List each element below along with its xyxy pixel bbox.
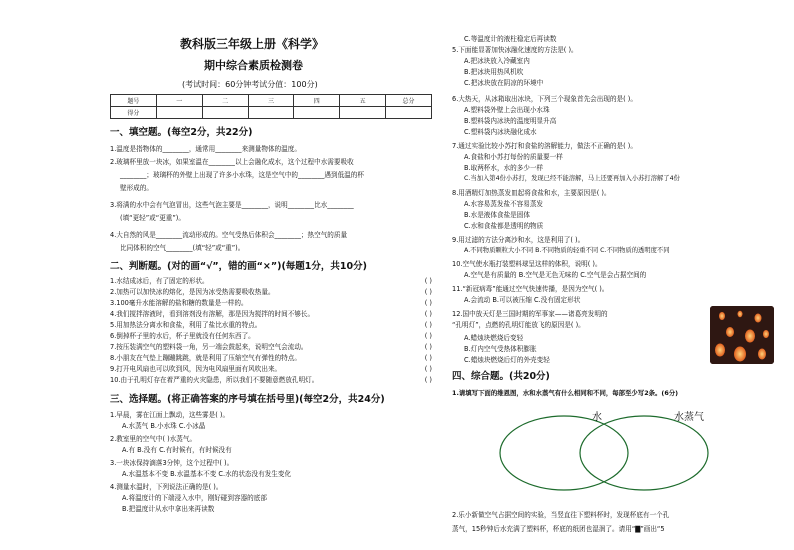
choice-question: “孔明灯”，点燃的孔明灯能放飞的原因是( )。 bbox=[452, 321, 585, 329]
fill-line: 3.将满的水中会有气泡冒出，这些气泡主要是________，说明________比水________ bbox=[110, 201, 354, 209]
choice-options: C.水和食盐都是透明的物质 bbox=[464, 222, 544, 230]
choice-question: 1.早晨，雾在江面上飘动，这些雾是( )。 bbox=[110, 411, 230, 419]
choice-question: 5.下面能显著加快冰融化速度的方法是( )。 bbox=[452, 46, 578, 54]
fill-line: 壁形成的。 bbox=[120, 184, 153, 192]
choice-options: B.塑料袋内冰块的温度明显升高 bbox=[464, 117, 557, 125]
answer-paren[interactable]: ( ) bbox=[424, 332, 432, 340]
choice-options: A.水容易蒸发盐不容易蒸发 bbox=[464, 200, 544, 208]
section-1-title: 一、填空题。(每空2分，共22分) bbox=[110, 127, 253, 138]
score-input-cell[interactable] bbox=[248, 107, 294, 119]
choice-options: A.有 B.没有 C.有时候有，有时候没有 bbox=[122, 446, 232, 454]
section-2-title: 二、判断题。(对的画“√”，错的画“×”)(每题1分，共10分) bbox=[110, 261, 367, 272]
score-input-cell[interactable] bbox=[202, 107, 248, 119]
venn-label-water: 水 bbox=[592, 412, 602, 423]
score-input-cell[interactable] bbox=[156, 107, 202, 119]
section-4-title: 四、综合题。(共20分) bbox=[452, 371, 550, 382]
fill-line: ________；玻璃杯的外壁上出现了许多小水珠，这是空气中的________遇到低温的杯 bbox=[120, 171, 364, 179]
answer-paren[interactable]: ( ) bbox=[424, 354, 432, 362]
score-cell: 一 bbox=[156, 95, 202, 107]
choice-options: A.塑料袋外壁上会出现小水珠 bbox=[464, 106, 550, 114]
choice-options: A.不同物质颗粒大小不同 B.不同物质的轻重不同 C.不同物质的透明度不同 bbox=[464, 247, 670, 254]
judge-item: 2.加热可以加快冰的熔化，是因为冰受热需要吸收热量。 ( ) bbox=[110, 288, 432, 296]
venn-diagram[interactable] bbox=[452, 404, 782, 494]
judge-item: 3.100毫升水能溶解的盐和糖的数量是一样的。 ( ) bbox=[110, 299, 432, 307]
choice-question: 11.“新冠病毒”能通过空气快速传播，是因为空气( )。 bbox=[452, 285, 609, 293]
exam-subtitle: 期中综合素质检测卷 bbox=[204, 59, 303, 72]
answer-paren[interactable]: ( ) bbox=[424, 277, 432, 285]
venn-circle-vapor[interactable] bbox=[580, 416, 708, 490]
choice-options: A.食盐和小苏打每份的质量要一样 bbox=[464, 153, 563, 161]
score-cell: 三 bbox=[248, 95, 294, 107]
answer-paren[interactable]: ( ) bbox=[424, 365, 432, 373]
fill-line: 2.玻璃杯里放一块冰，如果室温在________以上会融化成水，这个过程中水需要吸收 bbox=[110, 158, 354, 166]
choice-options: C.等温度计的液柱稳定后再读数 bbox=[464, 35, 557, 43]
venn-circle-water[interactable] bbox=[500, 416, 628, 490]
fill-line: (填“更轻”或“更重”)。 bbox=[120, 214, 185, 222]
score-table-score-row bbox=[111, 107, 432, 119]
score-input-cell[interactable] bbox=[386, 107, 432, 119]
answer-paren[interactable]: ( ) bbox=[424, 299, 432, 307]
fill-line: 比同体积的空气________(填“轻”或“重”)。 bbox=[120, 244, 245, 252]
section-3-title: 三、选择题。(将正确答案的序号填在括号里)(每空2分，共24分) bbox=[110, 394, 385, 405]
score-input-cell[interactable] bbox=[340, 107, 386, 119]
choice-question: 10.空气使水瓶打装塑料球呈这样的体积，说明( )。 bbox=[452, 260, 602, 268]
experiment-question: 蒸气，15秒钟后水充满了塑料杯，杯底的纸团也湿润了。请用“▇”画出“5 bbox=[452, 525, 665, 533]
judge-item: 7.按压装满空气的塑料袋一角，另一端会鼓起来，说明空气会流动。 ( ) bbox=[110, 343, 432, 351]
score-cell: 得分 bbox=[111, 107, 157, 119]
choice-question: 8.用酒精灯加热蒸发皿起将食盐和水，主要原因是( )。 bbox=[452, 189, 611, 197]
choice-options: B.水是液体食盐是固体 bbox=[464, 211, 530, 219]
choice-options: C.蜡烛块燃烧后灯的外壳变轻 bbox=[464, 356, 550, 364]
lantern-image-icon bbox=[710, 306, 774, 364]
experiment-question: 2.乐小新做空气占据空间的实验，当竖直往下塑料杯时，发现杯底有一个孔 bbox=[452, 511, 670, 519]
judge-item: 8.小朋友在气垫上蹦蹦跳跳，就是利用了压缩空气有弹性的特点。 ( ) bbox=[110, 354, 432, 362]
judge-item: 1.水结成冰后，有了固定的形状。 ( ) bbox=[110, 277, 432, 285]
score-table bbox=[110, 94, 432, 119]
choice-options: A.将温度计的下端浸入水中，刚好碰到容器的底部 bbox=[122, 494, 267, 502]
answer-paren[interactable]: ( ) bbox=[424, 288, 432, 296]
score-cell: 总分 bbox=[386, 95, 432, 107]
choice-question: 3.一块冰保持滴落3分钟，这个过程中( )。 bbox=[110, 459, 234, 467]
judge-item: 10.由于孔明灯存在着严重的火灾隐患，所以我们不要随意燃放孔明灯。 ( ) bbox=[110, 376, 432, 384]
choice-options: A.水温基本不变 B.水温基本不变 C.水的状态没有发生变化 bbox=[122, 470, 292, 478]
fill-line: 1.温度是指物体的________，通常用________来测量物体的温度。 bbox=[110, 145, 301, 153]
choice-question: 2.教室里的空气中( )水蒸气。 bbox=[110, 435, 197, 443]
score-input-cell[interactable] bbox=[294, 107, 340, 119]
exam-info: (考试时间：60分钟考试分值：100分) bbox=[182, 80, 318, 89]
score-cell: 二 bbox=[202, 95, 248, 107]
answer-paren[interactable]: ( ) bbox=[424, 321, 432, 329]
venn-label-vapor: 水蒸气 bbox=[674, 412, 704, 423]
choice-options: B.把冰块用热风机吹 bbox=[464, 68, 524, 76]
choice-options: C.当加入第4份小苏打，发现已经不能溶解，马上还要再加入小苏打溶解了4份 bbox=[464, 175, 680, 182]
choice-options: A.会流动 B.可以被压缩 C.没有固定形状 bbox=[464, 296, 581, 304]
score-cell: 五 bbox=[340, 95, 386, 107]
exam-title: 教科版三年级上册《科学》 bbox=[180, 37, 325, 51]
choice-question: 12.国中放天灯是三国时期的军事家——诸葛亮发明的 bbox=[452, 310, 608, 318]
choice-options: B.把温度计从水中拿出来再读数 bbox=[122, 505, 215, 513]
choice-options: A.水蒸气 B.小水珠 C.小冰晶 bbox=[122, 422, 206, 430]
score-table-header-row bbox=[111, 95, 432, 107]
judge-item: 4.我们搅拌溶液时，看到溶剂没有溶解，那是因为搅拌的时间不够长。 ( ) bbox=[110, 310, 432, 318]
choice-options: C.把冰块放在阴凉的环境中 bbox=[464, 79, 544, 87]
judge-item: 5.用加热法分离水和食盐，利用了盐比水重的特点。 ( ) bbox=[110, 321, 432, 329]
judge-item: 9.打开电风扇也可以吹到风，因为电风扇里面有风吹出来。 ( ) bbox=[110, 365, 432, 373]
answer-paren[interactable]: ( ) bbox=[424, 376, 432, 384]
sky-lantern-photo bbox=[710, 306, 774, 364]
choice-options: C.塑料袋内冰块融化成水 bbox=[464, 128, 537, 136]
choice-options: A.蜡烛块燃烧后变轻 bbox=[464, 334, 524, 342]
choice-options: A.把冰块放入冷藏室内 bbox=[464, 57, 530, 65]
choice-options: B.灯内空气受热体积膨胀 bbox=[464, 345, 537, 353]
choice-question: 7.通过实验比较小苏打和食盐的溶解能力，做法不正确的是( )。 bbox=[452, 142, 637, 150]
venn-question: 1.请填写下面的维恩图，水和水蒸气有什么相同和不同，每部至少写2条。(6分) bbox=[452, 389, 679, 397]
answer-paren[interactable]: ( ) bbox=[424, 343, 432, 351]
choice-question: 6.大热天，从冰箱取出冰块，下列三个现象首先会出现的是( )。 bbox=[452, 95, 637, 103]
choice-question: 9.用过滤的方法分离沙和水，这是利用了( )。 bbox=[452, 236, 585, 244]
score-cell: 四 bbox=[294, 95, 340, 107]
choice-question: 4.测量水温时，下列说法正确的是( )。 bbox=[110, 483, 223, 491]
judge-item: 6.倒掉杯子里的水后，杯子里就没有任何东西了。 ( ) bbox=[110, 332, 432, 340]
choice-options: B.取两杯水，水的多少一样 bbox=[464, 164, 544, 172]
fill-line: 4.大自然的风是________流动形成的。空气受热后体积会________；热空气的质量 bbox=[110, 231, 348, 239]
score-cell: 题号 bbox=[111, 95, 157, 107]
answer-paren[interactable]: ( ) bbox=[424, 310, 432, 318]
choice-options: A.空气是有质量的 B.空气是无色无味的 C.空气是会占据空间的 bbox=[464, 271, 647, 279]
